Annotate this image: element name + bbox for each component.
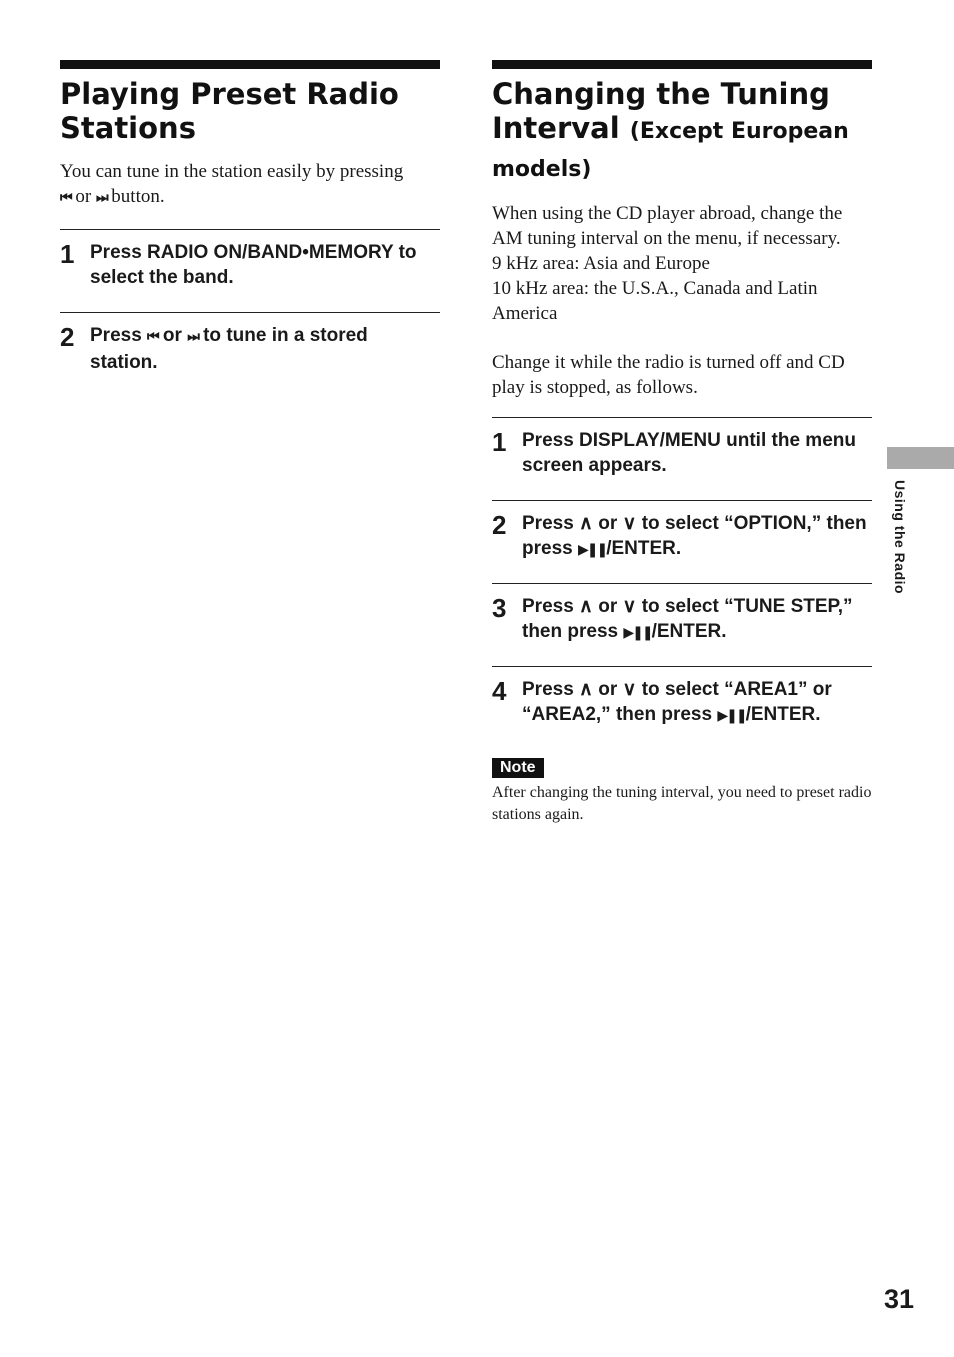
right-column — [492, 60, 872, 826]
next-track-icon: ⏭ — [187, 329, 198, 345]
step-text — [522, 594, 872, 646]
step-number: 1 — [492, 427, 507, 457]
note-badge: Note — [492, 758, 544, 778]
step-text-part: Press — [522, 513, 580, 534]
step-text-part: to select “TUNE STEP,” then press — [522, 596, 853, 642]
step-text-part: /ENTER. — [651, 621, 727, 642]
side-label-text: Using the Radio — [892, 480, 908, 595]
section-title: Playing Preset Radio Stations — [60, 77, 399, 145]
step-text — [522, 677, 872, 729]
play-pause-icon: ▶❚❚ — [577, 542, 607, 558]
heading-rule — [60, 60, 440, 69]
next-track-icon: ⏭ — [95, 190, 107, 206]
step-text-part: to tune in a stored station. — [90, 325, 368, 373]
step-text-part: or — [157, 325, 188, 346]
down-icon: ∨ — [622, 679, 637, 700]
step-text: Press RADIO ON/BAND•MEMORY to select the band. — [90, 242, 417, 288]
step-text-part: Press — [522, 679, 580, 700]
title-subtitle: (Except European models) — [492, 119, 849, 182]
step-text-part: to select “AREA1” or “AREA2,” then press — [522, 679, 832, 725]
page-number: 31 — [884, 1284, 915, 1314]
play-pause-icon: ▶❚❚ — [717, 708, 746, 724]
up-icon: ∧ — [579, 513, 593, 534]
step-number: 2 — [60, 322, 75, 352]
step-3 — [492, 583, 872, 666]
section-tab — [887, 447, 954, 469]
up-icon: ∧ — [579, 596, 593, 617]
step-4 — [492, 666, 872, 745]
step-1 — [60, 229, 440, 312]
intro-paragraph — [492, 201, 872, 400]
previous-track-icon: ⏮ — [60, 190, 71, 206]
note-text: After changing the tuning interval, you need to preset radio stations again. — [492, 784, 872, 823]
section-title — [492, 77, 872, 187]
intro-text-2: Change it while the radio is turned off and CD play is stopped, as follows. — [492, 352, 845, 398]
intro-text: When using the CD player abroad, change the AM tuning interval on the menu, if necessary. — [492, 203, 843, 249]
area-10khz: 10 kHz area: the U.S.A., Canada and Latin America — [492, 278, 818, 324]
step-number: 3 — [492, 593, 507, 623]
step-number: 1 — [60, 239, 75, 269]
area-9khz: 9 kHz area: Asia and Europe — [492, 253, 710, 274]
left-column — [60, 60, 440, 395]
down-icon: ∨ — [622, 596, 637, 617]
intro-text-end: button. — [106, 186, 165, 207]
step-text-part: or — [592, 679, 623, 700]
intro-paragraph — [60, 159, 440, 211]
step-text-part: Press — [522, 596, 580, 617]
step-text-part: to select “OPTION,” then press — [522, 513, 867, 559]
step-text: Press DISPLAY/MENU until the menu screen appears. — [522, 430, 856, 476]
step-text — [90, 323, 440, 375]
step-text-part: /ENTER. — [606, 538, 682, 559]
side-section-label — [890, 480, 910, 610]
step-number: 4 — [492, 676, 507, 706]
step-text-part: /ENTER. — [745, 704, 821, 725]
step-2 — [492, 500, 872, 583]
step-text-part: or — [592, 513, 623, 534]
down-icon: ∨ — [622, 513, 637, 534]
title-main: Changing the Tuning Interval — [492, 77, 830, 145]
heading-rule — [492, 60, 872, 69]
step-number: 2 — [492, 510, 507, 540]
up-icon: ∧ — [579, 679, 593, 700]
previous-track-icon: ⏮ — [147, 329, 158, 345]
intro-or: or — [70, 186, 96, 207]
step-1 — [492, 417, 872, 500]
play-pause-icon: ▶❚❚ — [623, 625, 652, 641]
step-text — [522, 511, 872, 563]
intro-text: You can tune in the station easily by pressing — [60, 161, 404, 182]
step-text-part: Press — [90, 325, 148, 346]
step-2 — [60, 312, 440, 395]
step-text-part: or — [592, 596, 623, 617]
